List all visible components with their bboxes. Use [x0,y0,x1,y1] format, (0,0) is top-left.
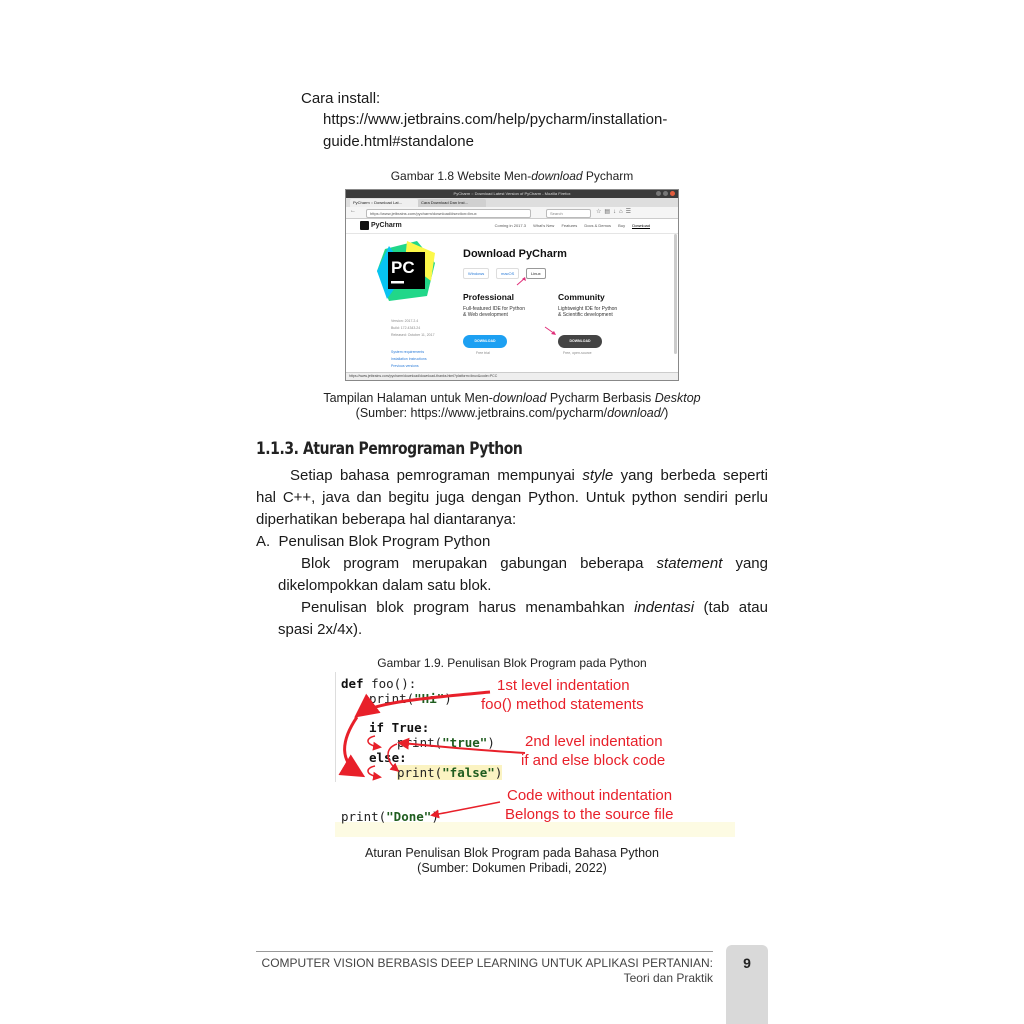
maximize-icon [663,191,668,196]
browser-tab-1: PyCharm :: Download Lat... [350,199,418,207]
code-line-print-true: print("true") [397,735,495,750]
install-label: Cara install: [301,90,381,107]
annotation-3-line2: Belongs to the source file [505,806,674,823]
download-heading: Download PyCharm [463,248,567,260]
link-installation: Installation Instructions [391,357,427,361]
annotation-1-line2: foo() method statements [481,696,644,713]
toolbar-icons: ☆▤↓⌂☰ [596,209,635,215]
code-indentation-figure [335,672,735,839]
released-info: Released: October 11, 2017 [391,333,435,337]
nav-coming: Coming in 2017.3 [494,223,526,228]
link-previous-versions: Previous versions [391,364,419,368]
pointer-arrow-icon [516,276,528,286]
footer-divider [256,951,713,952]
back-icon: ← [350,208,356,214]
install-url-line2[interactable]: guide.html#standalone [323,133,474,150]
annotation-3-line1: Code without indentation [507,787,673,804]
figure2-description: Aturan Penulisan Blok Program pada Bahasa Python [365,846,659,860]
close-icon [670,191,675,196]
community-desc: Lightweight IDE for Python & Scientific development [558,306,618,318]
professional-title: Professional [463,292,515,302]
professional-download-button: DOWNLOAD [463,335,507,348]
build-info: Build: 172.4343.24 [391,326,421,330]
minimize-icon [656,191,661,196]
annotation-2-line1: 2nd level indentation [525,733,663,750]
install-url-line1[interactable]: https://www.jetbrains.com/help/pycharm/installation- [323,111,668,128]
figure1-caption: Gambar 1.8 Website Men-download Pycharm [390,169,634,183]
paragraph1-line2: hal C++, java dan begitu juga dengan Python. Untuk python sendiri perlu [256,489,768,506]
paragraph1-line1: Setiap bahasa pemrograman mempunyai style yang berbeda seperti [290,467,768,484]
professional-desc: Full-featured IDE for Python & Web development [463,306,525,318]
code-line-else: else: [369,750,407,765]
page-number: 9 [743,955,751,971]
pycharm-download-screenshot [345,189,679,381]
paragraph3-line2: spasi 2x/4x). [278,621,363,638]
os-tab-linux: Linux [526,268,546,279]
section-heading: 1.1.3. Aturan Pemrograman Python [256,439,523,459]
browser-tabs [346,198,678,207]
os-tab-macos: macOS [496,268,519,279]
professional-sub: Free trial [476,351,490,355]
version-info: Version: 2017.2.4 [391,319,419,323]
code-line-print-hi: print("Hi") [369,691,452,706]
code-line-def: def foo(): [341,676,417,691]
item-a-heading: A. Penulisan Blok Program Python [256,533,491,550]
nav-docs: Docs & Demos [584,223,612,228]
site-brand: PyCharm [371,222,402,229]
browser-urlbar [346,207,678,219]
link-system-requirements: System requirements [391,350,425,354]
code-line-print-false: print("false") [397,765,503,780]
figure2-caption: Gambar 1.9. Penulisan Blok Program pada Python [377,656,647,670]
annotation-1-line1: 1st level indentation [497,677,630,694]
scrollbar [674,234,677,354]
pointer-arrow-icon-2 [544,326,558,336]
pycharm-brand-icon [360,221,369,230]
os-tab-windows: Windows [463,268,489,279]
paragraph3-line1: Penulisan blok program harus menambahkan indentasi (tab atau [301,599,768,616]
footer-book-title: COMPUTER VISION BERBASIS DEEP LEARNING UNTUK APLIKASI PERTANIAN: [261,956,713,970]
svg-text:PC: PC [391,258,415,277]
window-title: PyCharm :: Download Latest Version of PyCharm - Mozilla Firefox [453,191,571,196]
code-line-print-done: print("Done") [341,809,439,824]
figure1-source: (Sumber: https://www.jetbrains.com/pycharm/download/) [355,406,669,420]
community-download-button: DOWNLOAD [558,335,602,348]
community-sub: Free, open-source [563,351,592,355]
status-bar: https://www.jetbrains.com/pycharm/download/download-thanks.html?platform=linux&code=PCC [346,372,679,380]
pycharm-logo-icon [377,241,435,301]
nav-whats-new: What's New [533,223,555,228]
paragraph1-line3: diperhatikan beberapa hal diantaranya: [256,511,517,528]
footer-book-subtitle: Teori dan Praktik [623,971,713,985]
community-title: Community [558,292,605,302]
site-nav-links [489,223,650,228]
paragraph2-line2: dikelompokkan dalam satu blok. [278,577,492,594]
figure2-source: (Sumber: Dokumen Pribadi, 2022) [417,861,607,875]
address-bar: https://www.jetbrains.com/pycharm/download/#section=linux [366,209,531,218]
browser-tab-2: Cara Download Dan Inst... [418,199,486,207]
nav-download: Download [632,223,650,228]
nav-features: Features [561,223,578,228]
figure1-description: Tampilan Halaman untuk Men-download Pycharm Berbasis Desktop [323,391,701,405]
code-line-if: if True: [369,720,430,735]
browser-search: Search [546,209,591,218]
site-nav [346,219,678,234]
annotation-2-line2: if and else block code [521,752,666,769]
window-titlebar [346,190,678,198]
nav-buy: Buy [618,223,626,228]
paragraph2-line1: Blok program merupakan gabungan beberapa statement yang [301,555,768,572]
